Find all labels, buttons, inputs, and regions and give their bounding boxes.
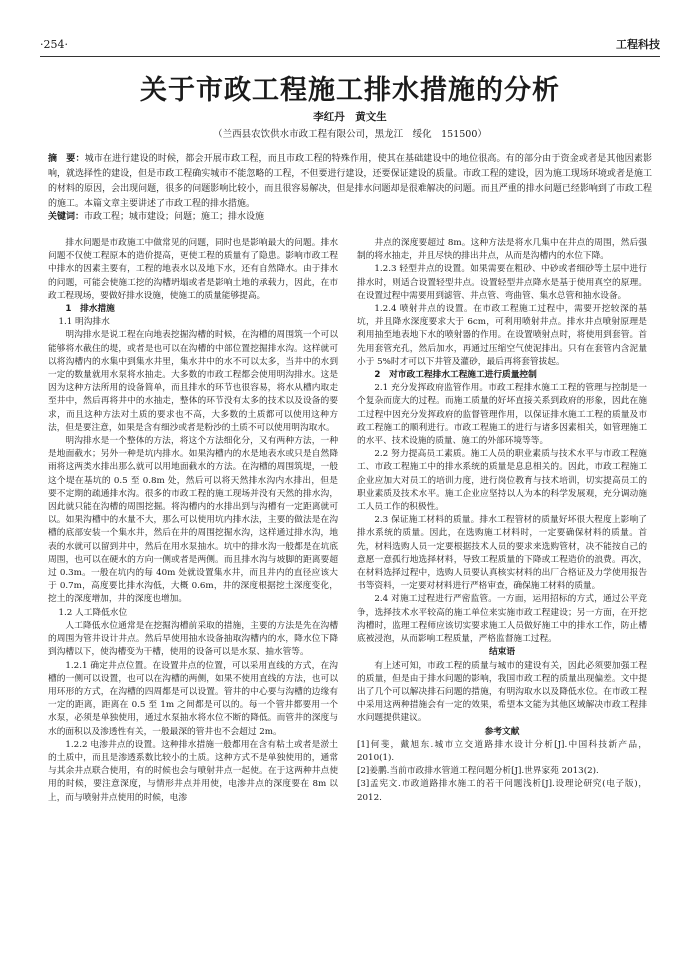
reference-item: [2]姜鹏.当前市政排水管道工程问题分析[J].世界家苑 2013(2). — [357, 766, 599, 777]
author-affiliation: （兰西县农饮供水市政工程有限公司，黑龙江 绥化 151500） — [213, 129, 487, 140]
abstract-block — [48, 152, 652, 212]
body-paragraph: 1.2.1 确定井点位置。在设置井点的位置，可以采用直线的方式，在沟槽的一侧可以设置，也可以在沟槽的两侧，如果不使用直线的方法，也可以用环形的方式，在沟槽的四周都是可以设置。管井的中心要与沟槽的边缘有一定的距离，距离在 0.5 至 1m 之间都是可以的。每一个管井都要用一个水泵，必须是单独使用，通过水泵抽水将水位不断的降低。而管井的深度与水的面积以及渗透性有关，一般最深的管井也不会超过 2m。 — [48, 660, 338, 737]
body-paragraph: 2.2 努力提高员工素质。施工人员的职业素质与技术水平与市政工程施工、市政工程施工中的排水系统的质量是息息相关的。因此，市政工程施工企业应加大对员工的培训力度，进行岗位教育与技术培训，切实提高员工的职业素质及技术水平。施工企业应坚持以人为本的科学发展观，充分调动施工人员工作的积极性。 — [357, 449, 647, 513]
body-paragraph: 2.1 充分发挥政府监管作用。市政工程排水施工工程的管理与控制是一个复杂而庞大的过程。而施工质量的好坏直接关系到政府的形象，因此在施工过程中因充分发挥政府的监督管理作用，以保证排水施工工程的质量及市政工程施工的顺利进行。市政工程施工的进行与诸多因素相关，如管理施工的水平、技术设施的质量、施工的外部环境等等。 — [357, 383, 647, 447]
section-heading: 1 排水措施 — [65, 304, 115, 315]
reference-item: [1]何斐，戴旭东.城市立交道路排水设计分析[J].中国科技新产品，2010(1). — [357, 739, 647, 763]
subsection-heading: 1.1 明沟排水 — [58, 317, 110, 328]
body-paragraph: 明沟排水是一个整体的方法，将这个方法细化分，又有两种方法，一种是地面截水；另外一种是坑内排水。如果沟槽内的水是地表水或只是自然降雨将这两类水排出那么就可以用地面截水的方法。在沟槽的周围筑堤，一般这个堤在基坑的 0.5 至 0.8m 处，然后可以将天然排水沟内水排出，但是要不定期的疏通排水沟。很多的市政工程的施工现场并没有天然的排水沟，因此就只能在沟槽的周围挖掘。将沟槽内的水排出到与沟槽有一定距离就可以。如果沟槽中的水量不大，那么可以使用坑内排水法，主要的做法是在沟槽的底部安装一个集水井，然后在井的周围挖掘水沟，这样通过排水沟，地表的水就可以留到井中，然后在用水泵抽水。坑中的排水沟一般都是在坑底周围，也可以在硬水的方向一侧或者是两侧。而且排水沟与坡脚的距离要超过 0.3m。一般在坑内的每 40m 处就设置集水井，而且井内的直径应该大于 0.7m，高度要比排水沟低，大概 0.6m，井的深度根据挖土深度变化，挖土的深度增加，井的深度也增加。 — [48, 436, 338, 605]
body-paragraph: 井点的深度要超过 8m。这种方法是将水几集中在井点的周围，然后强制的将水抽走，并且尽快的排出井点，从而是沟槽内的水位下降。 — [357, 238, 647, 262]
keywords-label: 关键词： — [48, 212, 85, 222]
article-authors: 李红丹 黄文生 — [313, 111, 387, 123]
journal-name: 工程科技 — [616, 38, 660, 51]
centered-heading: 结束语 — [488, 647, 516, 658]
body-paragraph: 人工降低水位通常是在挖掘沟槽前采取的措施，主要的方法是先在沟槽的周围为管井设计井点。然后早使用抽水设备抽取沟槽内的水，降水位下降到沟槽以下，使沟槽变为干槽，使用的设备可以是水泵、抽水管等。 — [48, 620, 338, 658]
article-title: 关于市政工程施工排水措施的分析 — [140, 75, 560, 106]
page-number: ·254· — [40, 38, 68, 51]
body-paragraph: 明沟排水是说工程在向地表挖掘沟槽的时候，在沟槽的周围筑一个可以能够将水截住的堤，或者是也可以在沟槽的中部位置挖掘排水沟。这样就可以将沟槽内的水集中到集水井里，集水井中的水不可以太多，当井中的水到一定的数量就用水泵将水抽走。大多数的市政工程都会使用明沟排水。这是因为这种方法所用的设备简单，而且排水的环节也很容易，将水从槽内取走至井中，然后再将井中的水抽走，整体的环节没有太多的技术以及设备的要求，而且这种方法对土质的要求也不高，大多数的土质都可以使用这种方法，但是要注意，如果是含有细沙或者是粉沙的土质不可以使用明沟取水。 — [48, 330, 338, 433]
keywords-block — [48, 210, 652, 224]
left-column — [48, 237, 338, 805]
body-paragraph: 排水问题是市政施工中做常见的问题，同时也是影响最大的问题。排水问题不仅使工程原本的造价提高，更使工程的质量有了隐患。影响市政工程中排水的因素主要有，工程的地表水以及地下水，还有自然降水。由于排水的问题，可能会使施工挖的沟槽坍塌或者是影响土地的承载力，因此，在市政工程现场，要做好排水设施，使施工的质量能够提高。 — [48, 238, 338, 301]
body-paragraph: 2.4 对施工过程进行严密监管。一方面，运用招标的方式，通过公平竞争，选择技术水平较高的施工单位来实施市政工程建设；另一方面，在开挖沟槽时，监理工程师应该切实要求施工人员做好施工中的排水工作，防止槽底被浸泡，从而影响工程质量，严格监督施工过程。 — [357, 594, 647, 645]
body-paragraph: 有上述可知，市政工程的质量与城市的建设有关，因此必须要加强工程的质量，但是由于排水问题的影响，我国市政工程的质量出现偏差。文中提出了几个可以解决排石问题的措施，有明沟取水以及降低水位。在市政工程中采用这两种措施会有一定的效果，希望本文能为其他区域解决市政工程排水问题提供建议。 — [357, 660, 647, 724]
abstract-label: 摘 要： — [48, 154, 85, 164]
body-paragraph: 1.2.3 轻型井点的设置。如果需要在粗砂、中砂或者细砂等土层中进行排水时，则适合设置轻型井点。设置轻型井点降水是基于使用真空的原理。在设置过程中需要用到滤管、井点管、弯曲管、集水总管和抽水设备。 — [357, 264, 647, 301]
body-paragraph: 2.3 保证施工材料的质量。排水工程管材的质量好坏很大程度上影响了排水系统的质量。因此，在选购施工材料时，一定要确保材料的质量。首先，材料选购人员一定要根据技术人员的要求来选购管材，决不能按自己的意愿一意孤行地选择材料，导致工程质量的下降或工程造价的浪费。再次，在材料选择过程中，选购人员要认真核实材料的出厂合格证及力学使用报告书等资料，一定要对材料进行严格审查，确保施工材料的质量。 — [357, 515, 647, 592]
section-heading: 2 对市政工程排水工程施工进行质量控制 — [374, 370, 537, 381]
body-paragraph: 1.2.2 电渗井点的设置。这种排水措施一般都用在含有粘土或者是淤土的土质中，而且是渗透系数比较小的土质。这种方式不是单独使用的，通常与其余井点联合使用，有的时候也会与喷射井点一起使。在于这两种井点使用的时候，要注意深度，与情形井点并用使，电渗井点的深度要在 8m 以上，而与喷射井点使用的时候，电渗 — [48, 739, 338, 803]
right-column — [357, 237, 647, 805]
centered-heading: 参考文献 — [484, 726, 520, 737]
keywords-text: 市政工程；城市建设；问题；施工；排水设施 — [84, 212, 265, 222]
abstract-text: 城市在进行建设的时候，都会开展市政工程，而且市政工程的特殊作用，使其在基础建设中的地位很高。有的部分由于资金或者是其他因素影响，就选择性的建设，但是市政工程确实城市不能忽略的工程，不但要进行建设，还要保证建设的质量。市政工程的建设，因为施工现场环境或者是施工的材料的原因，会出现问题，很多的问题影响比较小，而且很容易解决，但是排水问题却是很难解决的问题。而且严重的排水问题已经影响到了市政工程的施工。本篇文章主要讲述了市政工程的排水措施。 — [48, 154, 652, 209]
reference-item: [3]孟宪文.市政道路排水施工的若干问题浅析[J].设理论研究(电子版)，2012. — [357, 779, 647, 803]
body-paragraph: 1.2.4 喷射井点的设置。在市政工程施工过程中，需要开挖较深的基坑，并且降水深度要求大于 6cm，可利用喷射井点。排水井点喷射原理是利用抽至地表地下水的喷射器的作用。在设置喷射点时，将使用到套管。首先用套管充孔，然后加水，再通过压缩空气使泥排出。只有在套管内含泥量小于 5%时才可以下井管及灌砂，最后再将套管拔起。 — [357, 304, 647, 367]
subsection-heading: 1.2 人工降低水位 — [58, 607, 128, 618]
running-header — [40, 36, 660, 57]
